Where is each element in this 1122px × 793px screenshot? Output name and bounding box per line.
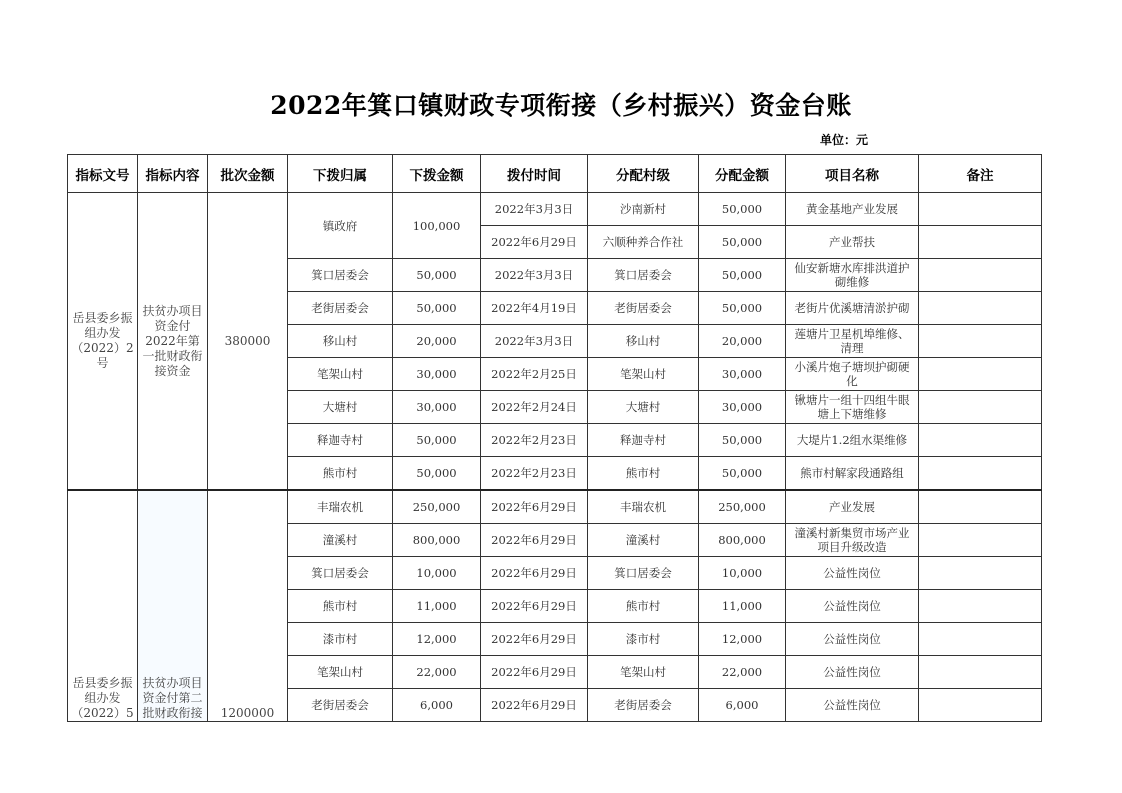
row-village: 熊市村 [588, 457, 699, 491]
header-pay-date: 拨付时间 [481, 155, 588, 193]
row-assigned-amount: 250,000 [699, 490, 786, 524]
row-project-name: 公益性岗位 [786, 623, 919, 656]
row-pay-date: 2022年6月29日 [481, 689, 588, 722]
row-pay-date: 2022年6月29日 [481, 524, 588, 557]
row-project-name: 公益性岗位 [786, 656, 919, 689]
row-pay-date: 2022年6月29日 [481, 623, 588, 656]
row-remark [919, 391, 1042, 424]
row-project-name: 老街片优溪塘清淤护砌 [786, 292, 919, 325]
row-assigned-amount: 30,000 [699, 358, 786, 391]
row-project-name: 小溪片炮子塘坝护砌硬化 [786, 358, 919, 391]
row-remark [919, 656, 1042, 689]
batch-amount: 380000 [208, 193, 288, 491]
row-assigned-amount: 12,000 [699, 623, 786, 656]
row-allot-amount: 50,000 [393, 424, 481, 457]
row-project-name: 公益性岗位 [786, 590, 919, 623]
header-batch-amount: 批次金额 [208, 155, 288, 193]
row-recipient: 箕口居委会 [288, 259, 393, 292]
header-doc-no: 指标文号 [68, 155, 138, 193]
row-allot-amount: 100,000 [393, 193, 481, 259]
row-village: 释迦寺村 [588, 424, 699, 457]
table-row [68, 193, 1042, 226]
row-village: 笔架山村 [588, 656, 699, 689]
row-recipient: 大塘村 [288, 391, 393, 424]
header-recipient: 下拨归属 [288, 155, 393, 193]
row-assigned-amount: 50,000 [699, 259, 786, 292]
row-assigned-amount: 800,000 [699, 524, 786, 557]
row-village: 大塘村 [588, 391, 699, 424]
row-assigned-amount: 30,000 [699, 391, 786, 424]
row-village: 沙南新村 [588, 193, 699, 226]
row-remark [919, 193, 1042, 226]
row-pay-date: 2022年2月23日 [481, 424, 588, 457]
header-assigned-amount: 分配金额 [699, 155, 786, 193]
row-village: 老街居委会 [588, 292, 699, 325]
row-pay-date: 2022年6月29日 [481, 226, 588, 259]
row-project-name: 仙安新塘水库排洪道护砌维修 [786, 259, 919, 292]
row-pay-date: 2022年3月3日 [481, 325, 588, 358]
row-recipient: 老街居委会 [288, 292, 393, 325]
row-allot-amount: 22,000 [393, 656, 481, 689]
row-allot-amount: 12,000 [393, 623, 481, 656]
row-project-name: 公益性岗位 [786, 557, 919, 590]
row-recipient: 熊市村 [288, 457, 393, 491]
row-recipient: 笔架山村 [288, 358, 393, 391]
document-title: 2022年箕口镇财政专项衔接（乡村振兴）资金台账 [270, 91, 852, 120]
row-pay-date: 2022年6月29日 [481, 656, 588, 689]
row-allot-amount: 30,000 [393, 391, 481, 424]
row-project-name: 潼溪村新集贸市场产业项目升级改造 [786, 524, 919, 557]
row-allot-amount: 20,000 [393, 325, 481, 358]
row-pay-date: 2022年6月29日 [481, 557, 588, 590]
row-allot-amount: 250,000 [393, 490, 481, 524]
row-recipient: 移山村 [288, 325, 393, 358]
row-remark [919, 490, 1042, 524]
row-remark [919, 259, 1042, 292]
row-pay-date: 2022年2月25日 [481, 358, 588, 391]
row-village: 熊市村 [588, 590, 699, 623]
row-village: 箕口居委会 [588, 557, 699, 590]
row-remark [919, 325, 1042, 358]
row-allot-amount: 11,000 [393, 590, 481, 623]
row-assigned-amount: 10,000 [699, 557, 786, 590]
header-row [68, 155, 1042, 193]
row-pay-date: 2022年4月19日 [481, 292, 588, 325]
row-project-name: 公益性岗位 [786, 689, 919, 722]
row-recipient: 箕口居委会 [288, 557, 393, 590]
row-village: 潼溪村 [588, 524, 699, 557]
row-allot-amount: 50,000 [393, 292, 481, 325]
table-row [68, 490, 1042, 524]
row-recipient: 熊市村 [288, 590, 393, 623]
row-project-name: 熊市村解家段通路组 [786, 457, 919, 491]
row-remark [919, 590, 1042, 623]
row-pay-date: 2022年2月23日 [481, 457, 588, 491]
row-assigned-amount: 50,000 [699, 424, 786, 457]
row-village: 老街居委会 [588, 689, 699, 722]
row-remark [919, 424, 1042, 457]
row-remark [919, 623, 1042, 656]
row-pay-date: 2022年3月3日 [481, 193, 588, 226]
row-remark [919, 557, 1042, 590]
row-allot-amount: 10,000 [393, 557, 481, 590]
row-project-name: 锹塘片一组十四组牛眼塘上下塘维修 [786, 391, 919, 424]
row-recipient: 释迦寺村 [288, 424, 393, 457]
row-remark [919, 457, 1042, 491]
row-pay-date: 2022年6月29日 [481, 490, 588, 524]
row-allot-amount: 50,000 [393, 457, 481, 491]
row-assigned-amount: 50,000 [699, 457, 786, 491]
row-project-name: 大堤片1.2组水渠维修 [786, 424, 919, 457]
row-pay-date: 2022年6月29日 [481, 590, 588, 623]
row-allot-amount: 50,000 [393, 259, 481, 292]
row-village: 箕口居委会 [588, 259, 699, 292]
row-recipient: 笔架山村 [288, 656, 393, 689]
row-project-name: 黄金基地产业发展 [786, 193, 919, 226]
batch-content: 扶贫办项目资金付第二批财政衔接 [138, 490, 208, 722]
row-remark [919, 226, 1042, 259]
row-village: 笔架山村 [588, 358, 699, 391]
row-pay-date: 2022年2月24日 [481, 391, 588, 424]
batch-amount: 1200000 [208, 490, 288, 722]
row-project-name: 产业帮扶 [786, 226, 919, 259]
row-village: 漆市村 [588, 623, 699, 656]
header-project-name: 项目名称 [786, 155, 919, 193]
row-assigned-amount: 22,000 [699, 656, 786, 689]
row-recipient: 潼溪村 [288, 524, 393, 557]
row-project-name: 莲塘片卫星机埠维修、清理 [786, 325, 919, 358]
row-allot-amount: 800,000 [393, 524, 481, 557]
row-assigned-amount: 50,000 [699, 226, 786, 259]
row-remark [919, 292, 1042, 325]
row-village: 移山村 [588, 325, 699, 358]
row-recipient: 老街居委会 [288, 689, 393, 722]
row-allot-amount: 6,000 [393, 689, 481, 722]
row-village: 丰瑞农机 [588, 490, 699, 524]
header-village: 分配村级 [588, 155, 699, 193]
batch-doc-no: 岳县委乡振组办发（2022）2号 [68, 193, 138, 491]
row-recipient: 丰瑞农机 [288, 490, 393, 524]
header-remark: 备注 [919, 155, 1042, 193]
row-assigned-amount: 11,000 [699, 590, 786, 623]
header-allot-amount: 下拨金额 [393, 155, 481, 193]
row-remark [919, 689, 1042, 722]
row-assigned-amount: 50,000 [699, 292, 786, 325]
ledger-table [67, 154, 1042, 722]
row-pay-date: 2022年3月3日 [481, 259, 588, 292]
row-village: 六顺种养合作社 [588, 226, 699, 259]
row-assigned-amount: 20,000 [699, 325, 786, 358]
row-remark [919, 358, 1042, 391]
header-content: 指标内容 [138, 155, 208, 193]
row-assigned-amount: 6,000 [699, 689, 786, 722]
row-remark [919, 524, 1042, 557]
row-allot-amount: 30,000 [393, 358, 481, 391]
row-recipient: 漆市村 [288, 623, 393, 656]
unit-label: 单位：元 [820, 133, 869, 147]
batch-content: 扶贫办项目资金付2022年第一批财政衔接资金 [138, 193, 208, 491]
row-project-name: 产业发展 [786, 490, 919, 524]
batch-doc-no: 岳县委乡振组办发（2022）5 [68, 490, 138, 722]
row-assigned-amount: 50,000 [699, 193, 786, 226]
row-recipient: 镇政府 [288, 193, 393, 259]
